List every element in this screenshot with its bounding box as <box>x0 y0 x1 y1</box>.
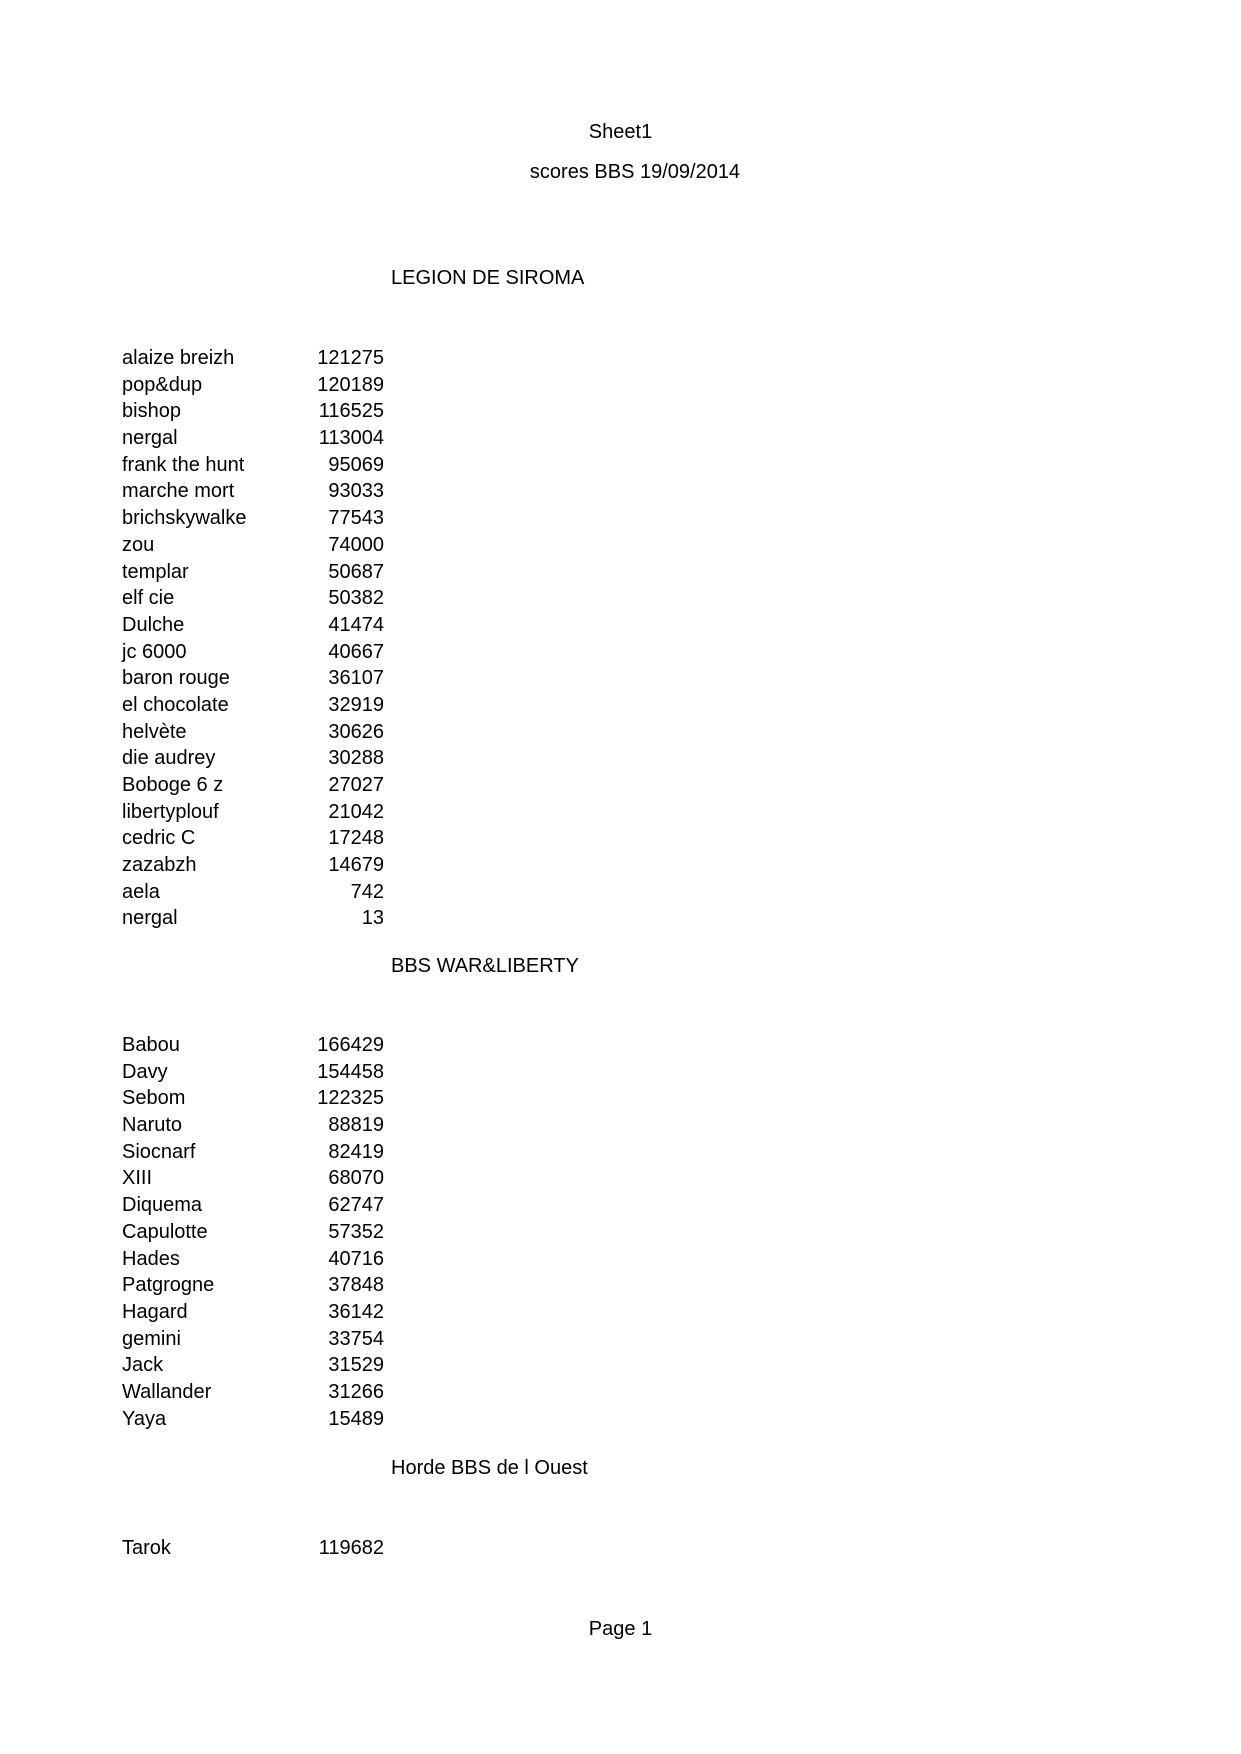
player-score: 36142 <box>328 1300 384 1323</box>
player-row <box>122 719 384 746</box>
sheet-title: scores BBS 19/09/2014 <box>529 161 741 183</box>
player-row <box>122 799 384 826</box>
player-name: jc 6000 <box>122 640 187 663</box>
player-score: 36107 <box>328 667 384 690</box>
player-score: 116525 <box>318 400 384 423</box>
player-score: 14679 <box>328 854 384 877</box>
player-name: elf cie <box>122 587 175 610</box>
player-score: 17248 <box>328 827 384 850</box>
player-score: 40667 <box>328 640 384 663</box>
player-row <box>122 1219 384 1246</box>
player-name: gemini <box>122 1327 181 1350</box>
player-row <box>122 1299 384 1326</box>
player-name: bishop <box>122 400 181 423</box>
player-score: 62747 <box>328 1194 384 1217</box>
player-row <box>122 879 384 906</box>
player-name: Wallander <box>122 1380 212 1403</box>
player-name: zou <box>122 533 155 556</box>
player-name: Sebom <box>122 1087 186 1110</box>
player-name: aela <box>122 880 160 903</box>
player-score: 30626 <box>328 720 384 743</box>
player-score: 13 <box>361 907 384 930</box>
player-name: helvète <box>122 720 187 743</box>
player-score: 93033 <box>328 480 384 503</box>
team-roster <box>122 345 384 932</box>
player-row <box>122 1085 384 1112</box>
player-row <box>122 1326 384 1353</box>
player-score: 32919 <box>328 693 384 716</box>
player-score: 88819 <box>328 1114 384 1137</box>
player-score: 57352 <box>328 1220 384 1243</box>
player-score: 37848 <box>328 1274 384 1297</box>
player-name: nergal <box>122 907 178 930</box>
player-score: 120189 <box>317 373 384 396</box>
player-score: 50687 <box>328 560 384 583</box>
player-score: 82419 <box>328 1140 384 1163</box>
player-score: 21042 <box>328 800 384 823</box>
player-name: Siocnarf <box>122 1140 196 1163</box>
player-score: 41474 <box>328 613 384 636</box>
player-name: el chocolate <box>122 693 229 716</box>
player-name: marche mort <box>122 480 235 503</box>
team-roster <box>122 1032 384 1432</box>
player-score: 15489 <box>328 1407 384 1430</box>
page-number: Page 1 <box>588 1618 653 1640</box>
player-row <box>122 1059 384 1086</box>
player-name: XIII <box>122 1167 153 1190</box>
player-row <box>122 745 384 772</box>
player-score: 77543 <box>328 507 384 530</box>
player-name: libertyplouf <box>122 800 219 823</box>
player-name: pop&dup <box>122 373 203 396</box>
player-row <box>122 1246 384 1273</box>
player-row <box>122 478 384 505</box>
player-score: 68070 <box>328 1167 384 1190</box>
player-score: 27027 <box>328 774 384 796</box>
player-name: Diquema <box>122 1194 203 1217</box>
player-name: alaize breizh <box>122 347 235 369</box>
player-row <box>122 665 384 692</box>
player-row <box>122 1192 384 1219</box>
player-score: 119682 <box>318 1537 384 1559</box>
player-row <box>122 1032 384 1059</box>
player-row <box>122 559 384 586</box>
player-score: 95069 <box>328 453 384 476</box>
player-score: 30288 <box>328 747 384 770</box>
player-name: Yaya <box>122 1407 167 1430</box>
player-row <box>122 772 384 799</box>
player-score: 154458 <box>317 1060 384 1083</box>
player-score: 33754 <box>328 1327 384 1350</box>
player-score: 122325 <box>317 1087 384 1110</box>
sheet-name: Sheet1 <box>588 121 653 143</box>
player-name: Babou <box>122 1034 180 1056</box>
player-row <box>122 425 384 452</box>
player-row <box>122 345 384 372</box>
player-row <box>122 1272 384 1299</box>
player-name: baron rouge <box>122 667 230 690</box>
player-name: Tarok <box>122 1537 171 1559</box>
player-row <box>122 1165 384 1192</box>
player-score: 74000 <box>328 533 384 556</box>
player-row <box>122 905 384 932</box>
player-score: 50382 <box>328 587 384 610</box>
player-row <box>122 1379 384 1406</box>
player-row <box>122 585 384 612</box>
player-name: Davy <box>122 1060 168 1083</box>
player-row <box>122 612 384 639</box>
player-row <box>122 825 384 852</box>
team-heading: BBS WAR&LIBERTY <box>391 955 579 977</box>
team-heading: Horde BBS de l Ouest <box>391 1457 588 1479</box>
player-name: Hades <box>122 1247 180 1270</box>
player-row <box>122 1535 384 1562</box>
player-name: Naruto <box>122 1114 183 1137</box>
player-name: brichskywalke <box>122 507 247 530</box>
player-name: Patgrogne <box>122 1274 215 1297</box>
player-name: frank the hunt <box>122 453 245 476</box>
player-name: zazabzh <box>122 854 197 877</box>
player-row <box>122 452 384 479</box>
player-name: cedric C <box>122 827 196 850</box>
player-name: Jack <box>122 1354 164 1377</box>
player-row <box>122 1139 384 1166</box>
player-row <box>122 852 384 879</box>
player-row <box>122 505 384 532</box>
player-row <box>122 532 384 559</box>
player-name: Dulche <box>122 613 185 636</box>
team-roster <box>122 1535 384 1562</box>
player-score: 31266 <box>328 1380 384 1403</box>
player-score: 742 <box>350 880 384 903</box>
player-row <box>122 1352 384 1379</box>
player-score: 113004 <box>318 427 384 450</box>
player-row <box>122 692 384 719</box>
player-name: Capulotte <box>122 1220 208 1243</box>
player-row <box>122 1112 384 1139</box>
team-heading: LEGION DE SIROMA <box>391 267 585 289</box>
player-name: nergal <box>122 427 178 450</box>
player-score: 121275 <box>317 347 384 369</box>
player-score: 31529 <box>328 1354 384 1377</box>
player-row <box>122 1406 384 1433</box>
player-row <box>122 398 384 425</box>
player-score: 166429 <box>317 1034 384 1056</box>
player-score: 40716 <box>328 1247 384 1270</box>
player-name: Hagard <box>122 1300 188 1323</box>
player-row <box>122 372 384 399</box>
player-name: die audrey <box>122 747 216 770</box>
player-name: Boboge 6 z <box>122 774 224 796</box>
player-name: templar <box>122 560 189 583</box>
player-row <box>122 639 384 666</box>
